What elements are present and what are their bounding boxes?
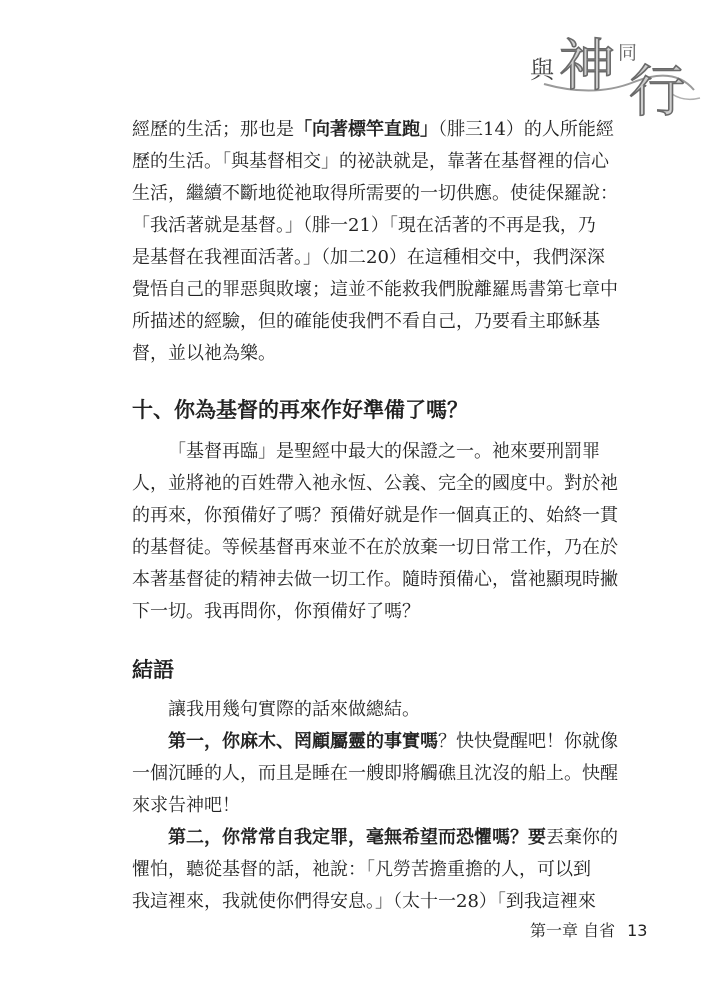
text-line: 歷的生活。「與基督相交」的祕訣就是，靠著在基督裡的信心 xyxy=(132,151,609,172)
text-line: 第一，你麻木、罔顧屬靈的事實嗎？快快覺醒吧！你就像 xyxy=(168,731,618,752)
text-line: 讓我用幾句實際的話來做總結。 xyxy=(168,699,420,720)
section-heading: 十、你為基督的再來作好準備了嗎？ xyxy=(132,398,468,422)
paragraph-conclusion xyxy=(132,694,632,918)
logo-char-yu: 與 xyxy=(530,56,554,84)
paragraph-second-coming xyxy=(132,436,632,628)
logo-char-tong: 同 xyxy=(618,42,638,64)
text-line: 我這裡來，我就使你們得安息。」（太十一28）「到我這裡來 xyxy=(132,891,596,912)
text-line: 經歷的生活；那也是「向著標竿直跑」（腓三14）的人所能經 xyxy=(132,119,614,140)
text-line: 人，並將祂的百姓帶入祂永恆、公義、完全的國度中。對於祂 xyxy=(132,473,618,494)
page-footer xyxy=(530,918,647,941)
text-line: 督，並以祂為樂。 xyxy=(132,343,276,364)
text-line: 下一切。我再問你，你預備好了嗎？ xyxy=(132,601,420,622)
page-body xyxy=(132,114,632,918)
paragraph-fellowship xyxy=(132,114,632,370)
text-line: 一個沉睡的人，而且是睡在一艘即將觸礁且沈沒的船上。快醒 xyxy=(132,763,618,784)
text-line: 所描述的經驗，但的確能使我們不看自己，乃要看主耶穌基 xyxy=(132,311,600,332)
text-line: 的基督徒。等候基督再來並不在於放棄一切日常工作，乃在於 xyxy=(132,537,618,558)
page-number: 13 xyxy=(627,921,648,940)
text-line: 懼怕，聽從基督的話，祂說：「凡勞苦擔重擔的人，可以到 xyxy=(132,859,591,880)
text-line: 的再來，你預備好了嗎？預備好就是作一個真正的、始終一貫 xyxy=(132,505,618,526)
chapter-label: 第一章 自省 xyxy=(530,921,616,940)
text-line: 「基督再臨」是聖經中最大的保證之一。祂來要刑罰罪 xyxy=(168,441,600,462)
text-line: 生活，繼續不斷地從祂取得所需要的一切供應。使徒保羅說： xyxy=(132,183,618,204)
conclusion-heading: 結語 xyxy=(132,658,174,682)
logo-char-shen: 神 xyxy=(559,34,615,99)
text-line: 「我活著就是基督。」（腓一21）「現在活著的不再是我，乃 xyxy=(132,215,596,236)
text-line: 是基督在我裡面活著。」（加二20）在這種相交中，我們深深 xyxy=(132,247,605,268)
text-line: 第二，你常常自我定罪，毫無希望而恐懼嗎？要丟棄你的 xyxy=(168,827,618,848)
text-line: 覺悟自己的罪惡與敗壞；這並不能救我們脫離羅馬書第七章中 xyxy=(132,279,618,300)
text-line: 本著基督徒的精神去做一切工作。隨時預備心，當祂顯現時撇 xyxy=(132,569,618,590)
logo-char-xing: 行 xyxy=(629,60,685,125)
book-logo xyxy=(514,28,704,125)
text-line: 來求告神吧！ xyxy=(132,795,240,816)
